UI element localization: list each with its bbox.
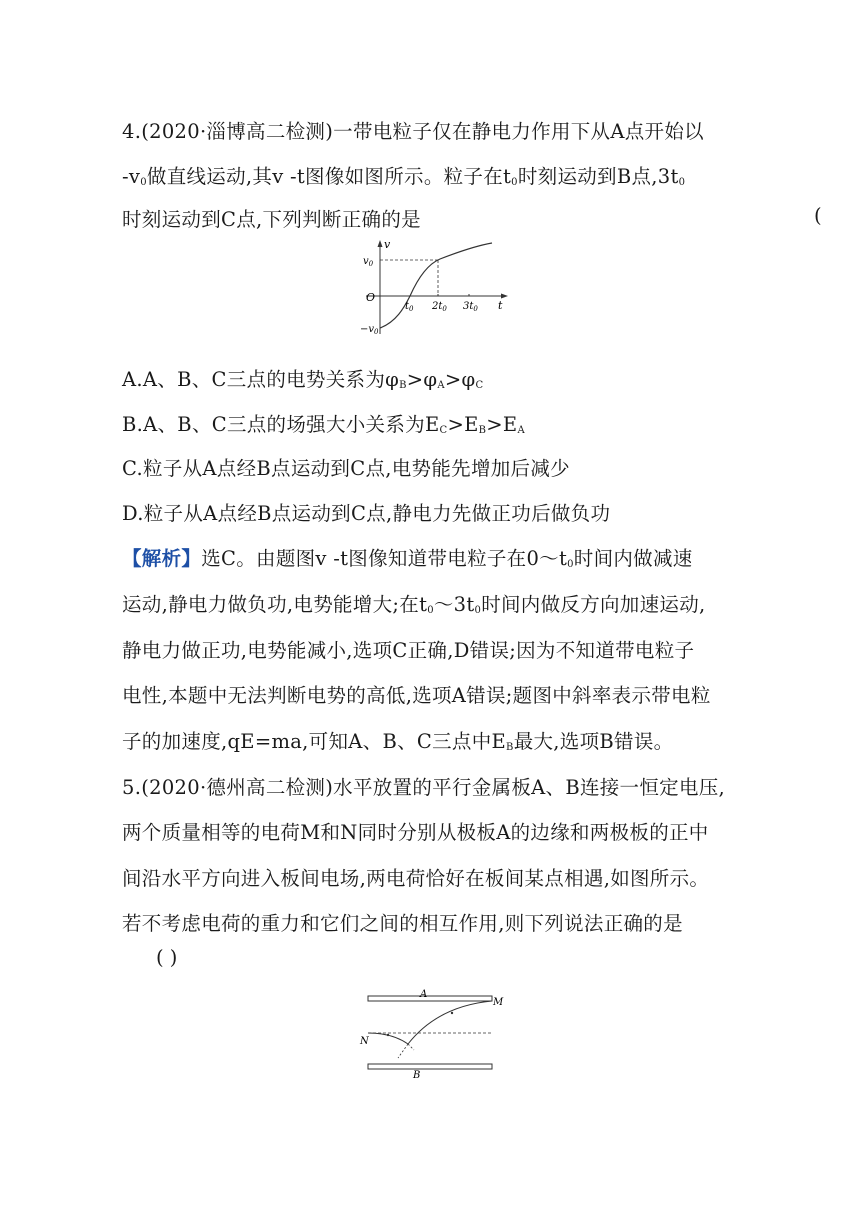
q4-analysis-line-5: 子的加速度,qE=ma,可知A、B、C三点中$E_B$最大,选项B错误。 [122,730,674,753]
q4-analysis-line-1: 【解析】选C。由题图v -t图像知道带电粒子在$0\sim t_0$时间内做减速 [122,547,693,570]
q4-answer-paren: ( [814,204,822,227]
q4-stem-line-3: 时刻运动到C点,下列判断正确的是 [122,208,421,231]
q4-vt-graph [360,238,520,340]
q4-analysis-line-2: 运动,静电力做负功,电势能增大;在$t_0\sim 3t_0$时间内做反方向加速运动, [122,593,706,616]
graph-origin-label: O [366,291,376,304]
q4-analysis-line-3: 静电力做正功,电势能减小,选项C正确,D错误;因为不知道带电粒子 [122,639,695,662]
graph-t-axis-label: t [498,299,503,312]
q5-stem-line-3: 间沿水平方向进入板间电场,两电荷恰好在板间某点相遇,如图所示。 [122,867,710,890]
graph-t0-label: $t_0$ [405,301,414,313]
plate-b [368,1064,492,1069]
q5-answer-paren: ( ) [156,946,178,969]
q5-stem-line-1: 5.(2020·德州高二检测)水平放置的平行金属板A、B连接一恒定电压, [122,776,726,799]
plate-a [368,996,492,1001]
q4-stem-line-1: 4.(2020·淄博高二检测)一带电粒子仅在静电力作用下从A点开始以 [122,120,704,143]
q4-analysis-line-4: 电性,本题中无法判断电势的高低,选项A错误;题图中斜率表示带电粒 [122,684,711,707]
q5-plate-diagram [360,986,504,1081]
q4-stem-line-2: $-v_0$做直线运动,其v -t图像如图所示。粒子在$t_0$时刻运动到B点$,3t_0$ [122,165,686,188]
graph-2t0-label: $2t_0$ [432,301,447,313]
graph-v0-label: $v_0$ [363,256,374,268]
graph-neg-v0-label: $-v_0$ [360,324,379,336]
graph-v-axis-label: v [384,238,391,251]
q4-option-c: C.粒子从A点经B点运动到C点,电势能先增加后减少 [122,457,570,480]
graph-3t0-label: $3t_0$ [463,301,478,313]
q5-stem-line-2: 两个质量相等的电荷M和N同时分别从极板A的边缘和两极板的正中 [122,821,709,844]
analysis-tag: 【解析】 [122,547,202,570]
q4-option-d: D.粒子从A点经B点运动到C点,静电力先做正功后做负功 [122,502,611,525]
q4-option-a: A.A、B、C三点的电势关系为$\varphi_B>\varphi_A>\varphi_C$ [122,368,484,391]
charge-n-label: N [360,1036,369,1047]
q4-option-b: B.A、B、C三点的场强大小关系为$E_C>E_B>E_A$ [122,413,526,436]
q5-stem-line-4: 若不考虑电荷的重力和它们之间的相互作用,则下列说法正确的是 [122,912,683,935]
charge-m-label: M [493,997,504,1008]
plate-b-label: B [413,1070,421,1081]
plate-a-label: A [420,989,428,1000]
